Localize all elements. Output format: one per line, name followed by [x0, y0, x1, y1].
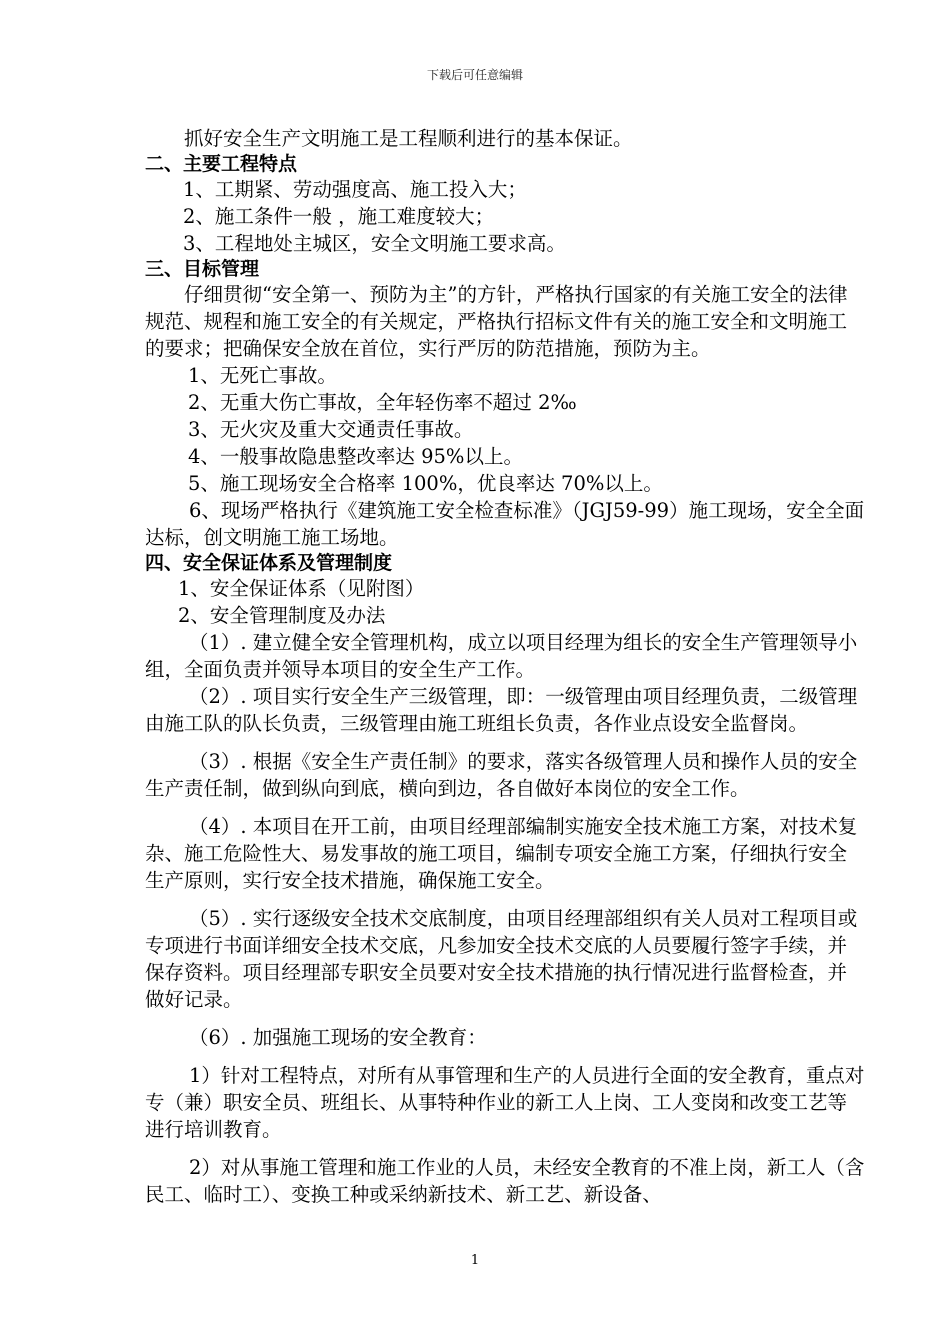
subsection-heading: 1、安全保证体系（见附图） — [178, 577, 425, 600]
page-number: 1 — [470, 1253, 480, 1268]
page-header-note: 下载后可任意编辑 — [426, 68, 523, 82]
list-item: 3、无火灾及重大交通责任事故。 — [188, 418, 474, 441]
document-body — [145, 125, 865, 1208]
section-heading-3: 三、目标管理 — [145, 258, 260, 280]
paragraph: 2）对从事施工管理和施工作业的人员，未经安全教育的不准上岗，新工人（含民工、临时工）、变换工种或采纳新技术、新工艺、新设备、 — [145, 1156, 865, 1206]
list-item: 5、施工现场安全合格率 100%，优良率达 70%以上。 — [188, 472, 663, 495]
intro-paragraph: 抓好安全生产文明施工是工程顺利进行的基本保证。 — [184, 127, 633, 150]
list-item: 1、工期紧、劳动强度高、施工投入大； — [183, 178, 527, 201]
list-item: 6、现场严格执行《建筑施工安全检查标准》（JGJ59-99）施工现场，安全全面达标，创文明施工施工场地。 — [145, 499, 865, 549]
list-item: 1、无死亡事故。 — [188, 364, 337, 387]
list-item: 2、施工条件一般 ，施工难度较大； — [183, 205, 495, 228]
subsection-heading: 2、安全管理制度及办法 — [178, 604, 386, 627]
paragraph: （1）. 建立健全安全管理机构，成立以项目经理为组长的安全生产管理领导小组，全面负责并领导本项目的安全生产工作。 — [145, 631, 858, 681]
paragraph: （5）. 实行逐级安全技术交底制度，由项目经理部组织有关人员对工程项目或专项进行书面详细安全技术交底，凡参加安全技术交底的人员要履行签字手续，并保存资料。项目经理部专职安全员要对安全技术措施的执行情况进行监督检查，并做好记录。 — [145, 907, 858, 1011]
list-item: 3、工程地处主城区，安全文明施工要求高。 — [183, 232, 566, 255]
paragraph: （6）. 加强施工现场的安全教育： — [189, 1026, 487, 1049]
paragraph: （2）. 项目实行安全生产三级管理，即：一级管理由项目经理负责，二级管理由施工队的队长负责，三级管理由施工班组长负责，各作业点设安全监督岗。 — [145, 685, 858, 735]
section-heading-2: 二、主要工程特点 — [145, 153, 298, 175]
paragraph: （4）. 本项目在开工前，由项目经理部编制实施安全技术施工方案，对技术复杂、施工危险性大、易发事故的施工项目，编制专项安全施工方案，仔细执行安全生产原则，实行安全技术措施，确保施工安全。 — [145, 815, 858, 892]
paragraph: 1）针对工程特点，对所有从事管理和生产的人员进行全面的安全教育，重点对专（兼）职安全员、班组长、从事特种作业的新工人上岗、工人变岗和改变工艺等进行培训教育。 — [145, 1064, 865, 1141]
list-item: 2、无重大伤亡事故，全年轻伤率不超过 2‰ — [188, 391, 577, 414]
paragraph: 仔细贯彻“安全第一、预防为主”的方针，严格执行国家的有关施工安全的法律规范、规程和施工安全的有关规定，严格执行招标文件有关的施工安全和文明施工的要求；把确保安全放在首位，实行严厉的防范措施，预防为主。 — [145, 283, 848, 360]
list-item: 4、一般事故隐患整改率达 95%以上。 — [188, 445, 523, 468]
paragraph: （3）. 根据《安全生产责任制》的要求，落实各级管理人员和操作人员的安全生产责任制，做到纵向到底，横向到边，各自做好本岗位的安全工作。 — [145, 750, 858, 800]
section-heading-4: 四、安全保证体系及管理制度 — [145, 552, 393, 574]
